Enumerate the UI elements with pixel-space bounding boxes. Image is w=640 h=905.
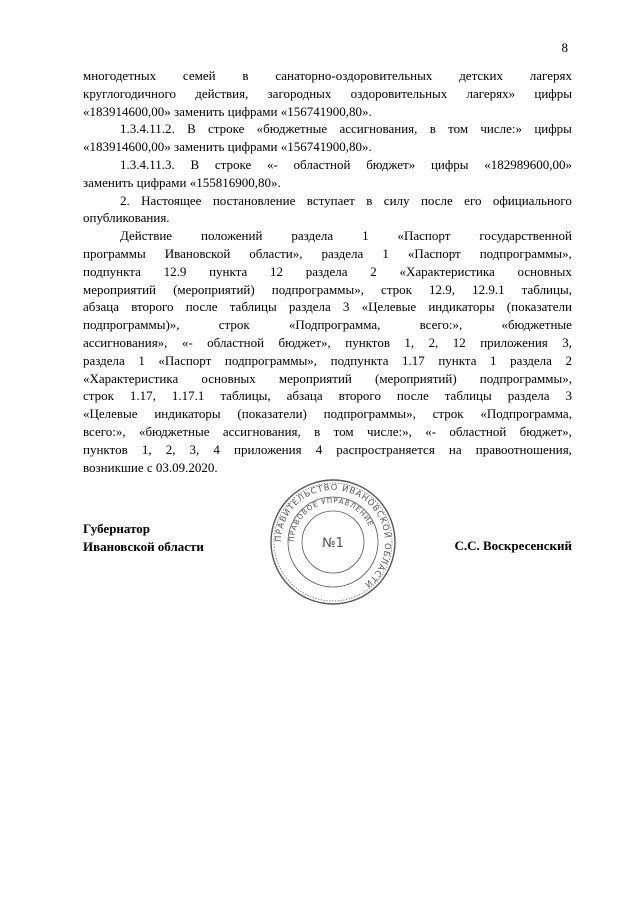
text-line: заменить цифрами «155816900,80». — [83, 174, 281, 190]
text-line: строк 1.17, 1.17.1 таблицы, абзаца второго после таблицы раздела 3 — [83, 388, 572, 404]
signer-name: С.С. Воскресенский — [454, 538, 572, 553]
text-line: круглогодичного действия, загородных оздоровительных лагерях» цифры — [83, 85, 572, 101]
text-line: абзаца второго после таблицы раздела 3 «Целевые индикаторы (показатели — [83, 299, 572, 315]
page-number: 8 — [561, 40, 568, 55]
text-line: раздела 1 «Паспорт подпрограммы», подпункта 1.17 пункта 1 раздела 2 — [83, 352, 572, 368]
text-line: программы Ивановской области», раздела 1 «Паспорт подпрограммы», — [83, 245, 572, 261]
seal-outer-text: ПРАВИТЕЛЬСТВО ИВАНОВСКОЙ ОБЛАСТИ — [272, 481, 394, 591]
signature-title-line2: Ивановской области — [83, 539, 204, 554]
text-line: возникшие с 03.09.2020. — [83, 459, 218, 475]
text-line: ассигнования», «- областной бюджет», пунктов 1, 2, 12 приложения 3, — [83, 334, 572, 350]
text-line: «Характеристика основных мероприятий (мероприятий) подпрограммы», — [83, 370, 572, 386]
text-line: «183914600,00» заменить цифрами «156741900,80». — [83, 139, 372, 155]
text-line: «Целевые индикаторы (показатели) подпрограммы», строк «Подпрограмма, — [83, 406, 572, 422]
text-line: «183914600,00» заменить цифрами «156741900,80». — [83, 103, 372, 119]
text-line: Действие положений раздела 1 «Паспорт государственной — [120, 228, 572, 244]
text-line: многодетных семей в санаторно-оздоровительных детских лагерях — [83, 68, 572, 83]
text-line: 1.3.4.11.3. В строке «- областной бюджет» цифры «182989600,00» — [120, 156, 572, 172]
seal-inner-text: ПРАВОВОЕ УПРАВЛЕНИЕ — [286, 495, 376, 543]
signature-title — [83, 520, 204, 556]
text-line: подпункта 12.9 пункта 12 раздела 2 «Характеристика основных — [83, 263, 572, 279]
text-line: 2. Настоящее постановление вступает в силу после его официального — [120, 192, 572, 208]
text-line: мероприятий (мероприятий) подпрограммы», строк 12.9, 12.9.1 таблицы, — [83, 281, 572, 297]
text-line: подпрограммы)», строк «Подпрограмма, всего:», «бюджетные — [83, 317, 572, 333]
text-line: пунктов 1, 2, 3, 4 приложения 4 распространяется на правоотношения, — [83, 441, 572, 457]
text-line: всего:», «бюджетные ассигнования, в том числе:», «- областной бюджет», — [83, 423, 572, 439]
text-line: опубликования. — [83, 210, 170, 226]
official-seal — [268, 477, 398, 607]
signature-title-line1: Губернатор — [83, 521, 151, 536]
text-line: 1.3.4.11.2. В строке «бюджетные ассигнования, в том числе:» цифры — [120, 121, 572, 137]
seal-center-text: №1 — [322, 536, 344, 551]
document-body — [83, 67, 572, 476]
